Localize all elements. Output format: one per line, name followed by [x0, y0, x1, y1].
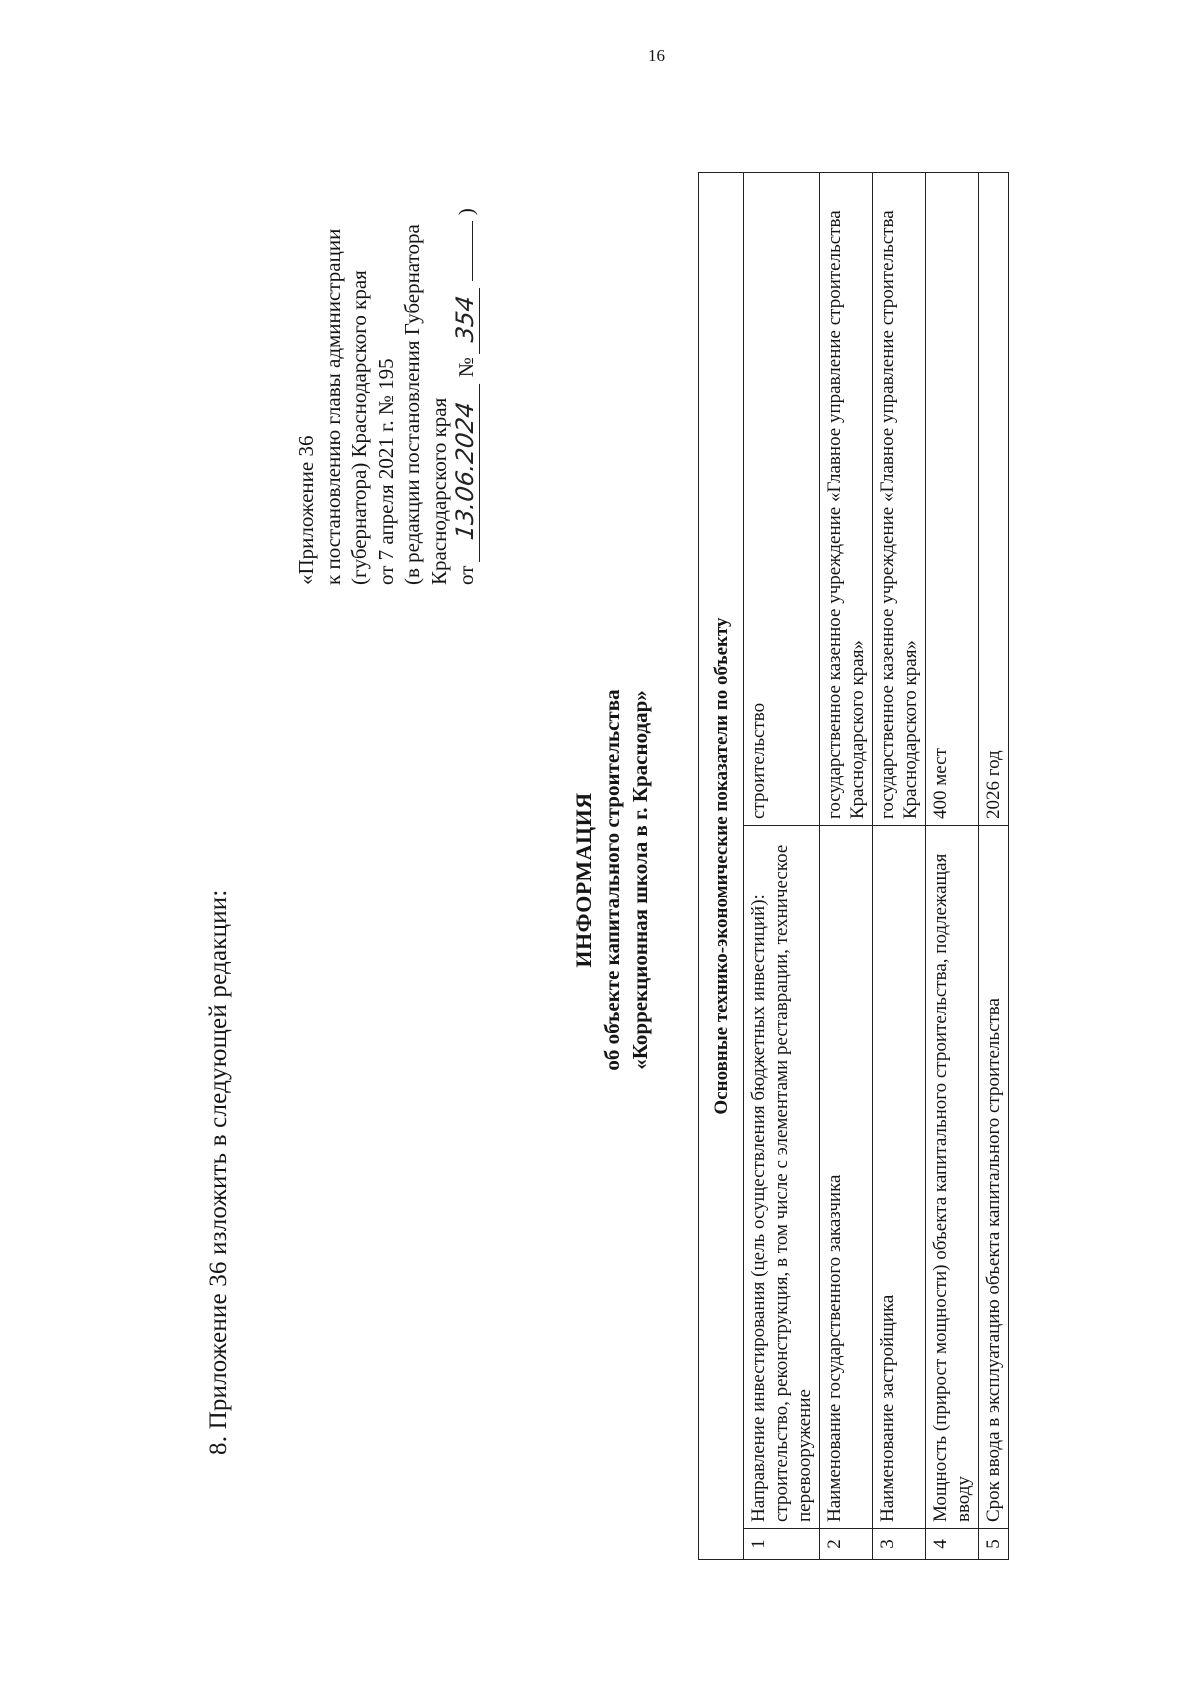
appendix-line-3: (губернатора) Краснодарского края	[347, 270, 371, 585]
document-title: ИНФОРМАЦИЯ	[571, 792, 596, 968]
row-number: 2	[820, 1529, 873, 1560]
blank-underline	[454, 221, 473, 281]
appendix-line-1: «Приложение 36	[294, 435, 318, 585]
table-header-row	[699, 173, 744, 1560]
row-label: Срок ввода в эксплуатацию объекта капитального строительства	[979, 826, 1009, 1529]
appendix-line-2: к постановлению главы администрации	[320, 228, 345, 585]
appendix-line-5: (в редакции постановления Губернатора	[400, 224, 424, 585]
from-prefix: от	[454, 565, 478, 585]
row-number: 4	[926, 1529, 979, 1560]
table-row	[820, 173, 873, 1560]
row-value: государственное казенное учреждение «Главное управление строительства Краснодарского края»	[820, 173, 873, 826]
document-title-block	[570, 380, 654, 1380]
handwritten-number: 354	[452, 284, 480, 354]
row-number: 3	[873, 1529, 926, 1560]
row-value: 2026 год	[979, 173, 1009, 826]
row-label: Наименование государственного заказчика	[820, 826, 873, 1529]
row-number: 5	[979, 1529, 1009, 1560]
table-row	[926, 173, 979, 1560]
row-label: Наименование застройщика	[873, 826, 926, 1529]
page-number: 16	[648, 46, 665, 65]
intro-paragraph: 8. Приложение 36 изложить в следующей редакции:	[205, 889, 232, 1455]
table-row	[873, 173, 926, 1560]
table-header: Основные технико-экономические показатели по объекту	[699, 173, 744, 1560]
row-value: государственное казенное учреждение «Главное управление строительства Краснодарского края»	[873, 173, 926, 826]
table-row	[744, 173, 820, 1560]
rotated-page-content	[0, 100, 1200, 1660]
handwritten-date: 13.06.2024	[452, 380, 480, 562]
document-subtitle-2: «Коррекционная школа в г. Краснодар»	[628, 690, 652, 1070]
row-value: 400 мест	[926, 173, 979, 826]
appendix-line-6: Краснодарского края	[426, 397, 451, 585]
appendix-reference-block	[293, 208, 480, 585]
appendix-line-4: от 7 апреля 2021 г. № 195	[373, 358, 398, 585]
row-label: Направление инвестирования (цель осуществления бюджетных инвестиций): строительство, реконструкция, в том числе с элементами реставрации, техническое перевооружение	[744, 826, 820, 1529]
indicators-table	[698, 172, 1009, 1560]
document-subtitle-1: об объекте капитального строительства	[600, 689, 624, 1071]
closing-paren: )	[454, 208, 478, 216]
row-label: Мощность (прирост мощности) объекта капитального строительства, подлежащая вводу	[926, 826, 979, 1529]
row-number: 1	[744, 1529, 820, 1560]
appendix-date-line	[452, 208, 480, 585]
row-value: строительство	[744, 173, 820, 826]
number-sign: №	[454, 357, 478, 378]
table-row	[979, 173, 1009, 1560]
